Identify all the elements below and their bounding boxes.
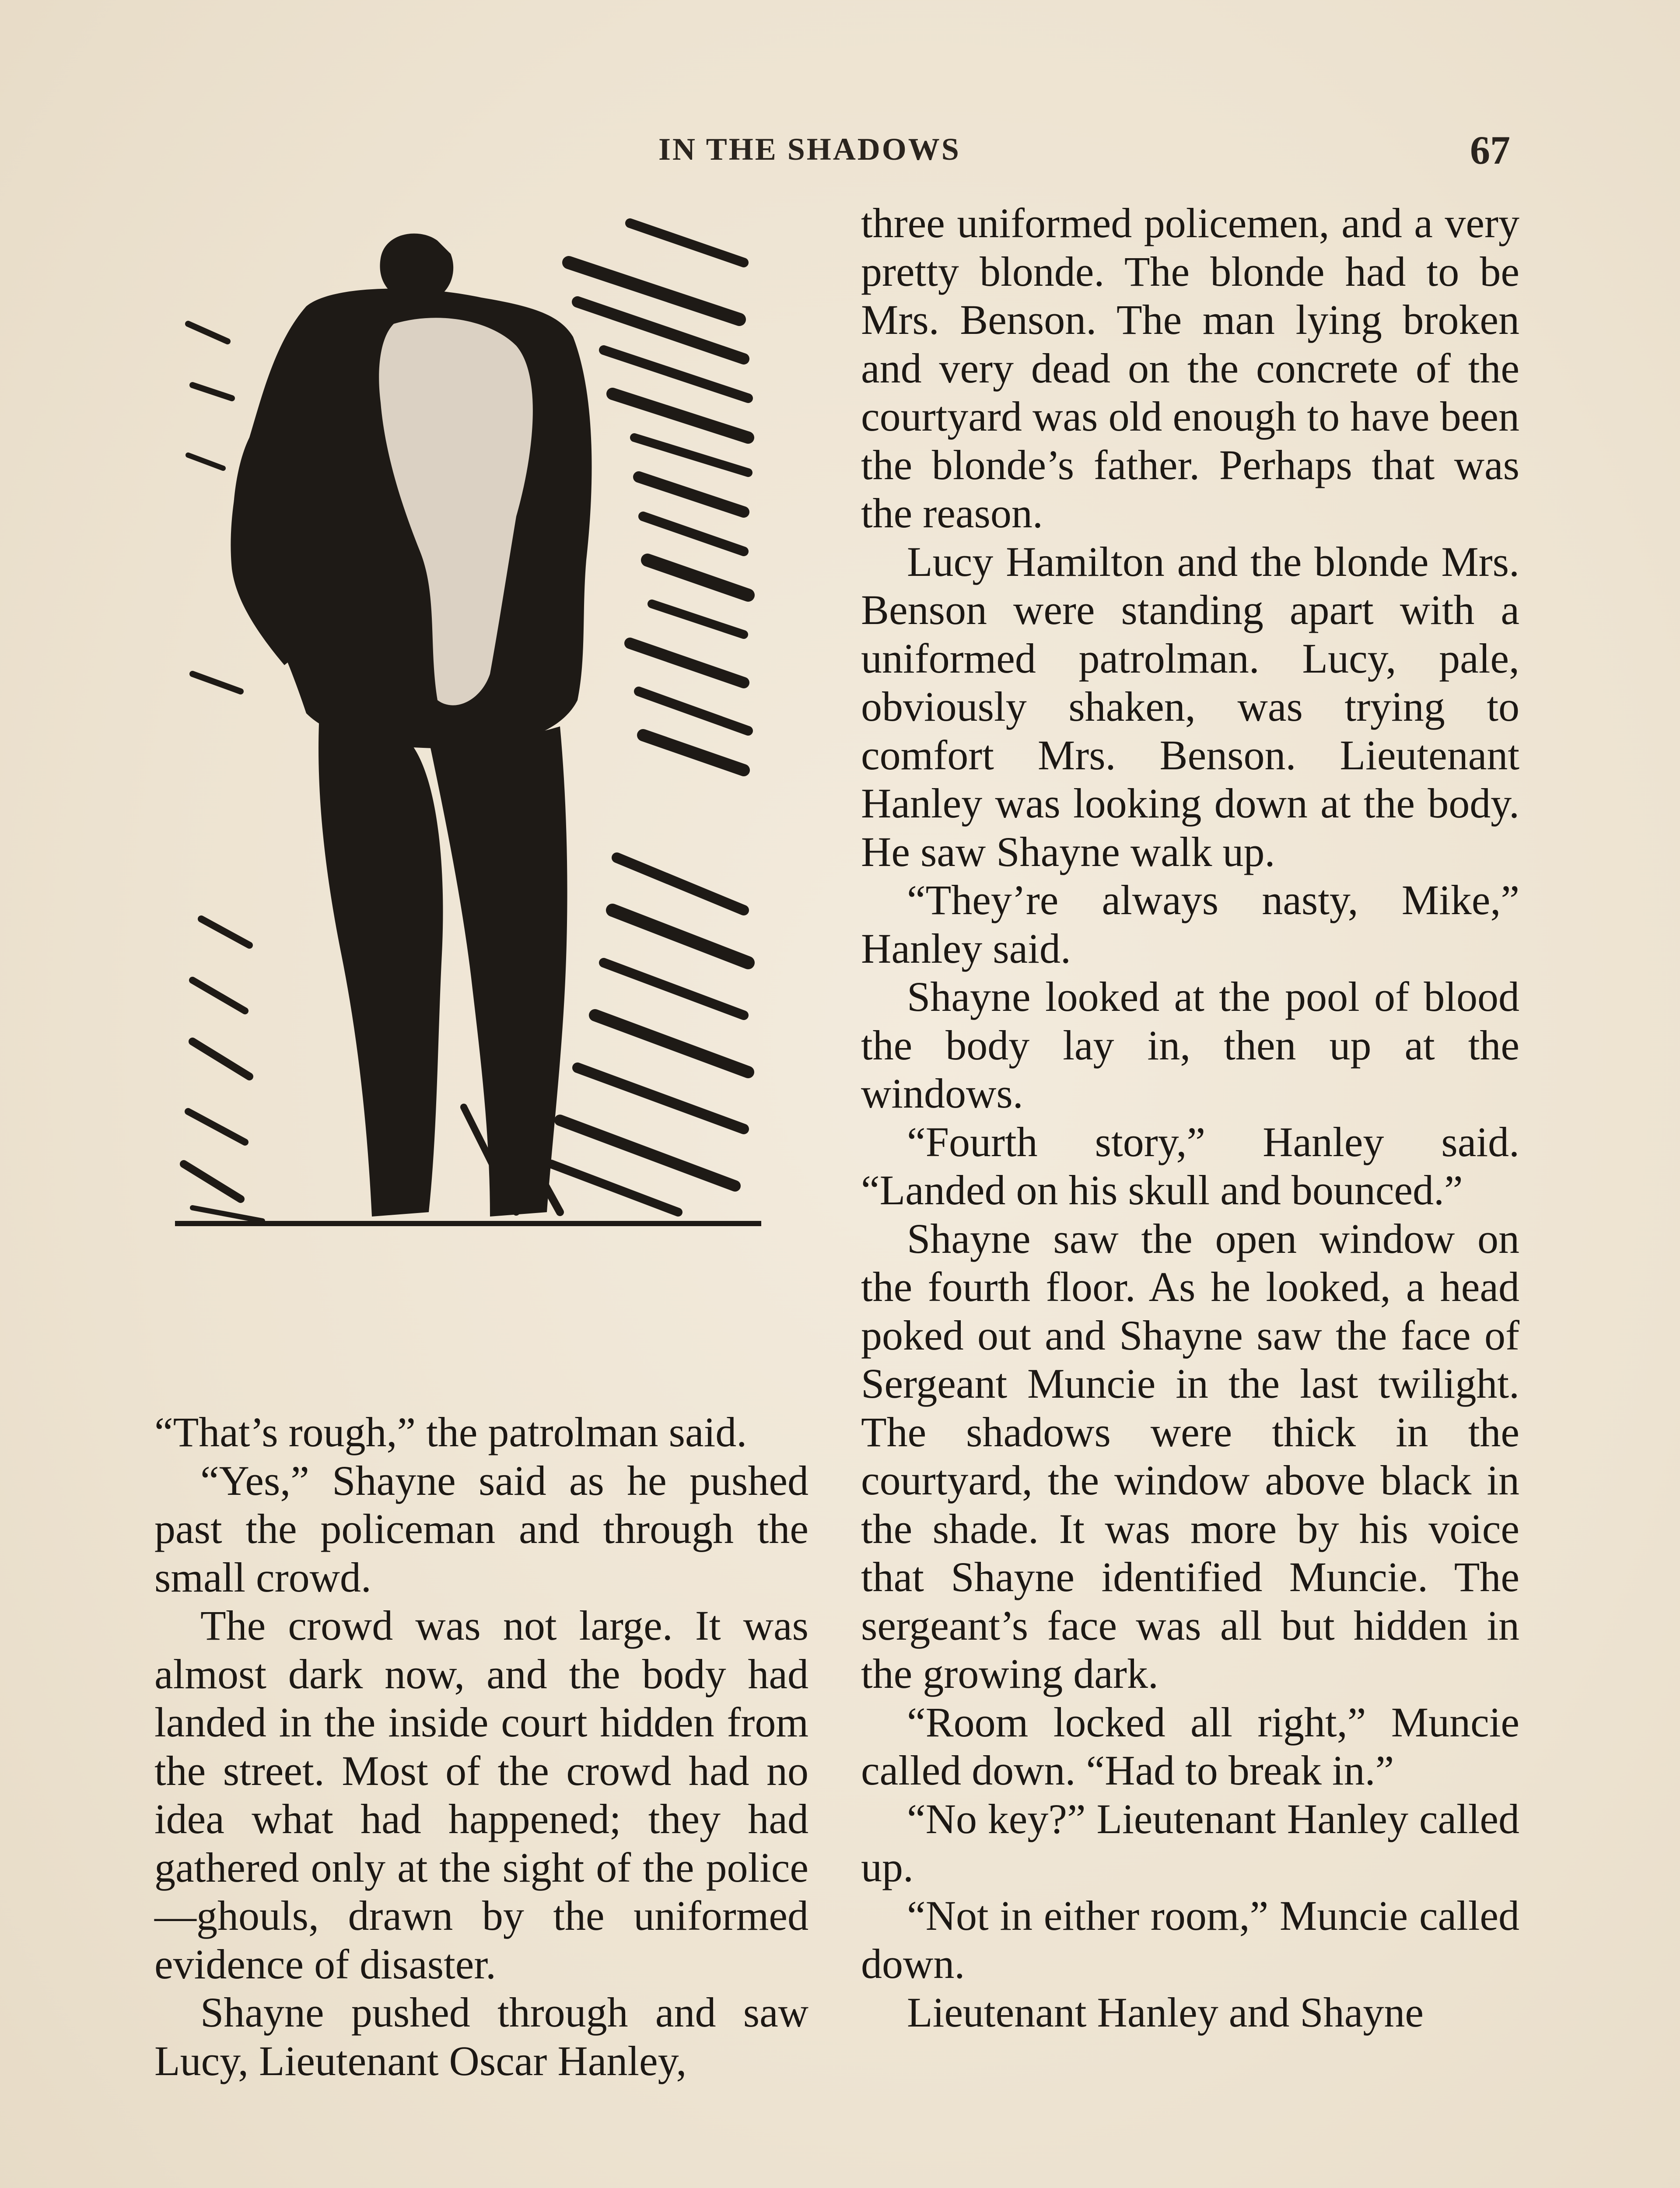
paragraph: Shayne pushed through and saw Lucy, Lieutenant Oscar Hanley,	[154, 1989, 808, 2084]
paragraph: “They’re always nasty, Mike,” Hanley said.	[861, 877, 1519, 972]
running-title: IN THE SHADOWS	[658, 132, 961, 167]
paragraph: Lieutenant Hanley and Shayne	[907, 1988, 1424, 2036]
paragraph: Shayne looked at the pool of blood the body lay in, then up at the windows.	[861, 973, 1519, 1117]
figure-legs	[318, 713, 443, 1217]
paragraph: The crowd was not large. It was almost dark now, and the body had landed in the inside court hidden from the street. Most of the crowd had no idea what had happened; they had gathered only at the sight of the police—ghouls, drawn by the uniformed evidence of disaster.	[154, 1602, 808, 1988]
text-column-right	[861, 199, 1519, 2037]
paragraph: “Room locked all right,” Muncie called down. “Had to break in.”	[861, 1698, 1519, 1794]
page-number: 67	[1470, 128, 1510, 172]
paragraph: “Yes,” Shayne said as he pushed past the policeman and through the small crowd.	[154, 1457, 808, 1601]
paragraph: three uniformed policemen, and a very pretty blonde. The blonde had to be Mrs. Benson. The man lying broken and very dead on the concrete of the courtyard was old enough to have been the blonde’s father. Perhaps that was the reason.	[861, 200, 1519, 536]
paragraph: “No key?” Lieutenant Hanley called up.	[861, 1795, 1519, 1890]
paragraph: “Not in either room,” Muncie called down.	[861, 1892, 1519, 1987]
paragraph: Lucy Hamilton and the blonde Mrs. Benson were standing apart with a uniformed patrolman. Lucy, pale, obviously shaken, was trying to comfort Mrs. Benson. Lieutenant Hanley was looking down at the body. He saw Shayne walk up.	[861, 538, 1519, 875]
paragraph: “That’s rough,” the patrolman said.	[154, 1409, 747, 1455]
ink-illustration-man-walking-away	[175, 210, 770, 1230]
text-column-left	[154, 1408, 808, 2085]
paragraph: Shayne saw the open window on the fourth floor. As he looked, a head poked out and Shayne saw the face of Sergeant Muncie in the last twilight. The shadows were thick in the courtyard, the window above black in the shade. It was more by his voice that Shayne identified Muncie. The sergeant’s face was all but hidden in the growing dark.	[861, 1215, 1519, 1697]
paragraph: “Fourth story,” Hanley said. “Landed on his skull and bounced.”	[861, 1118, 1519, 1213]
